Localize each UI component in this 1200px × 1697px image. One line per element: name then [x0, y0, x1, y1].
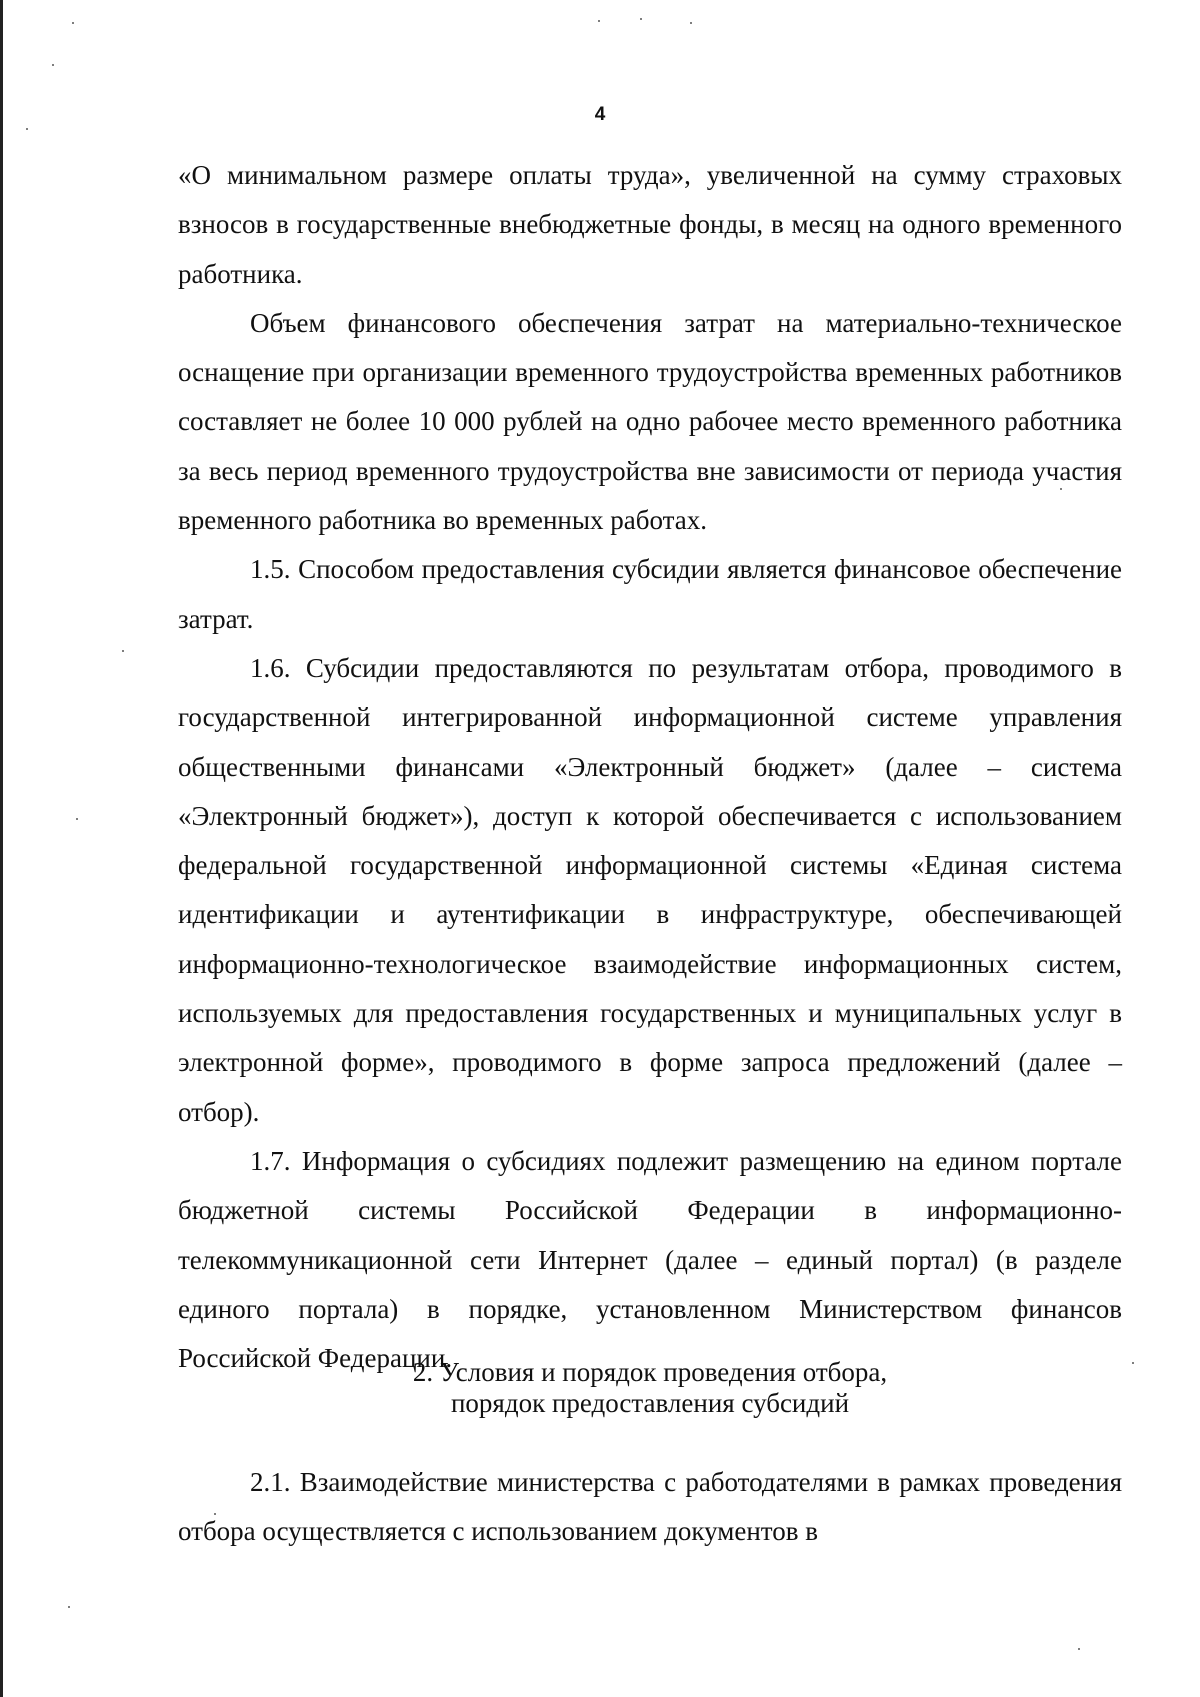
scan-speck: [52, 64, 54, 66]
paragraph-1-5: 1.5. Способом предоставления субсидии является финансовое обеспечение затрат.: [178, 554, 1122, 634]
section-heading-line-1: 2. Условия и порядок проведения отбора,: [412, 1357, 888, 1387]
page-number: 4: [594, 104, 606, 125]
body-text-block-section-2: [178, 1458, 1122, 1557]
paragraph-continuation: «О минимальном размере оплаты труда», увеличенной на сумму страховых взносов в государственные внебюджетные фонды, в месяц на одного временного работника.: [178, 160, 1122, 289]
scan-edge: [0, 0, 3, 1697]
scan-speck: [598, 20, 600, 22]
scan-speck: [690, 22, 692, 24]
scan-speck: [76, 818, 78, 820]
scan-speck: [640, 18, 642, 20]
scan-speck: [72, 22, 74, 24]
section-heading: [178, 1357, 1122, 1419]
scan-speck: [68, 1606, 70, 1608]
paragraph-1-7: 1.7. Информация о субсидиях подлежит размещению на едином портале бюджетной системы Российской Федерации в информационно-телекоммуникационной сети Интернет (далее – единый портал) (в разделе единого портала) в порядке, установленном Министерством финансов Российской Федерации.: [178, 1145, 1122, 1374]
paragraph-2-1: 2.1. Взаимодействие министерства с работодателями в рамках проведения отбора осуществляется с использованием документов в: [178, 1467, 1122, 1547]
paragraph-1-6: 1.6. Субсидии предоставляются по результатам отбора, проводимого в государственной интегрированной информационной системе управления общественными финансами «Электронный бюджет» (далее – система «Электронный бюджет»), доступ к которой обеспечивается с использованием федеральной государственной информационной системы «Единая система идентификации и аутентификации в инфраструктуре, обеспечивающей информационно-технологическое взаимодействие информационных систем, используемых для предоставления государственных и муниципальных услуг в электронной форме», проводимого в форме запроса предложений (далее – отбор).: [178, 652, 1122, 1127]
paragraph-material-equipment: Объем финансового обеспечения затрат на материально-техническое оснащение при организации временного трудоустройства временных работников составляет не более 10 000 рублей на одно рабочее место временного работника за весь период временного трудоустройства вне зависимости от периода участия временного работника во временных работах.: [178, 307, 1122, 536]
scan-speck: [26, 128, 28, 130]
scan-speck: [1132, 1362, 1134, 1364]
scan-speck: [122, 650, 124, 652]
scan-speck: [1078, 1648, 1080, 1650]
body-text-block: [178, 151, 1122, 1383]
section-heading-line-2: порядок предоставления субсидий: [450, 1388, 850, 1418]
